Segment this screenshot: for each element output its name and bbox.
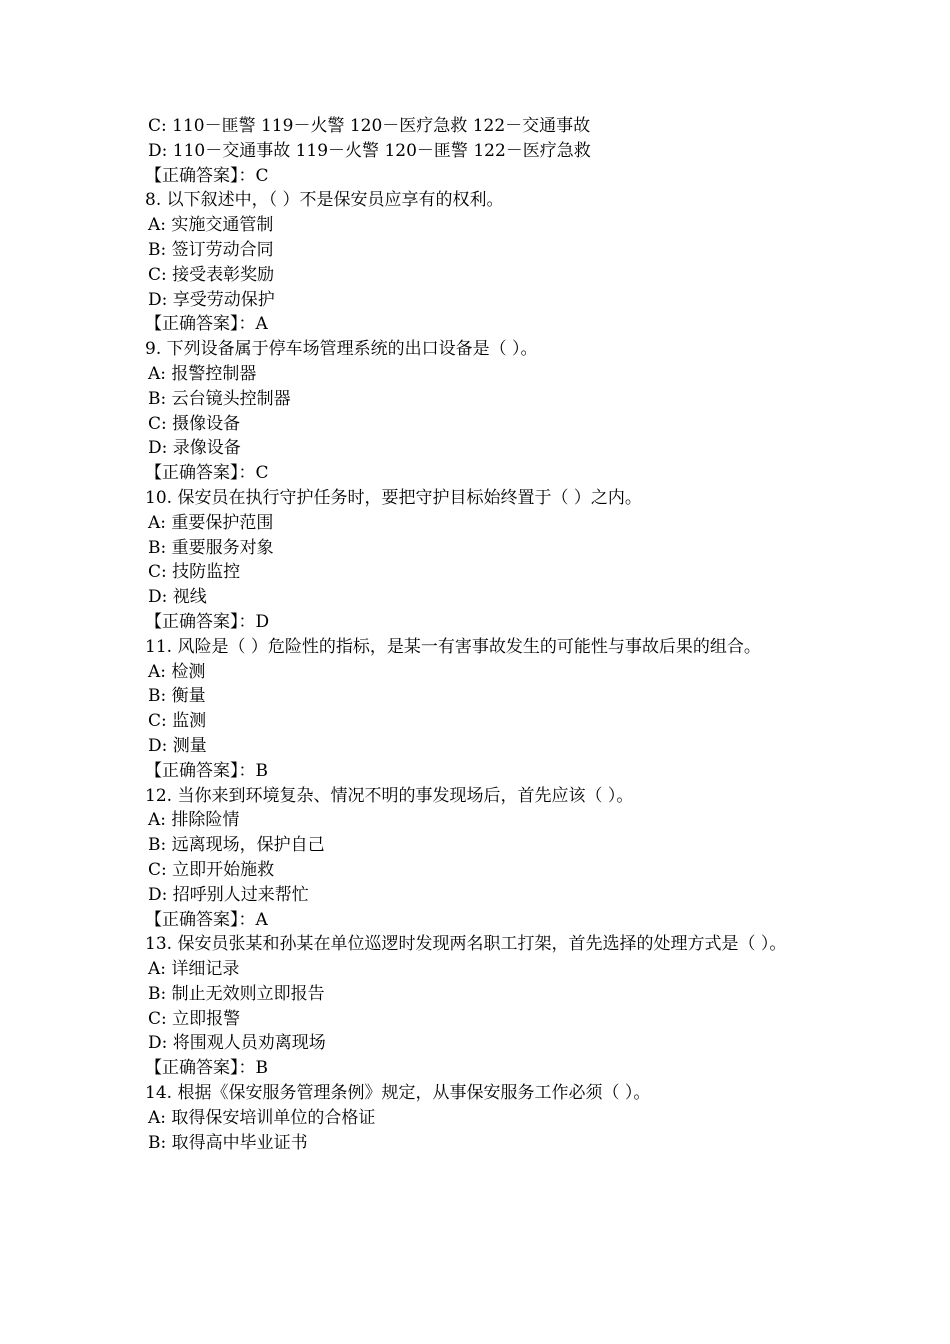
answer-option: B: 衡量 [148,686,206,707]
answer-option: C: 监测 [148,711,207,732]
question-text: 12. 当你来到环境复杂、情况不明的事发现场后，首先应该（ ）。 [145,785,634,806]
answer-option: D: 享受劳动保护 [148,289,275,310]
answer-option: D: 录像设备 [148,438,241,459]
answer-option: D: 测量 [148,735,207,756]
question-text: 11. 风险是（ ）危险性的指标，是某一有害事故发生的可能性与事故后果的组合。 [145,636,761,657]
answer-option: A: 详细记录 [148,959,240,980]
answer-option: D: 视线 [148,587,207,608]
answer-option: C: 接受表彰奖励 [148,264,275,285]
answer-option: B: 制止无效则立即报告 [148,983,325,1004]
answer-option: B: 远离现场，保护自己 [148,835,325,856]
answer-option: A: 检测 [148,661,206,682]
question-text: 9. 下列设备属于停车场管理系统的出口设备是（ ）。 [145,339,538,360]
question-text: 10. 保安员在执行守护任务时，要把守护目标始终置于（ ）之内。 [145,487,642,508]
correct-answer: 【正确答案】：A [145,909,268,930]
answer-option: A: 报警控制器 [148,363,257,384]
correct-answer: 【正确答案】：D [145,611,270,632]
answer-option: C: 技防监控 [148,562,241,583]
answer-option: A: 取得保安培训单位的合格证 [148,1107,376,1128]
answer-option: A: 重要保护范围 [148,512,274,533]
question-text: 8. 以下叙述中，（ ）不是保安员应享有的权利。 [145,190,504,211]
answer-option: A: 实施交通管制 [148,215,274,236]
correct-answer: 【正确答案】：C [145,463,269,484]
answer-option: C: 立即报警 [148,1008,241,1029]
answer-option: C: 110－匪警 119－火警 120－医疗急救 122－交通事故 [148,116,591,136]
correct-answer: 【正确答案】：B [145,760,268,781]
answer-option: B: 云台镜头控制器 [148,388,291,409]
correct-answer: 【正确答案】：A [145,314,268,335]
document-page [145,114,810,1155]
answer-option: D: 将围观人员劝离现场 [148,1033,326,1054]
answer-option: C: 摄像设备 [148,413,241,434]
question-text: 14. 根据《保安服务管理条例》规定，从事保安服务工作必须（ ）。 [145,1083,651,1104]
answer-option: B: 取得高中毕业证书 [148,1132,308,1153]
question-text: 13. 保安员张某和孙某在单位巡逻时发现两名职工打架，首先选择的处理方式是（ ）。 [145,934,787,955]
answer-option: A: 排除险情 [148,810,240,831]
answer-option: D: 110－交通事故 119－火警 120－匪警 122－医疗急救 [148,140,591,161]
correct-answer: 【正确答案】：C [145,165,269,186]
answer-option: B: 重要服务对象 [148,537,274,558]
answer-option: D: 招呼别人过来帮忙 [148,884,309,905]
answer-option: C: 立即开始施救 [148,859,275,880]
answer-option: B: 签订劳动合同 [148,239,274,260]
correct-answer: 【正确答案】：B [145,1058,268,1079]
